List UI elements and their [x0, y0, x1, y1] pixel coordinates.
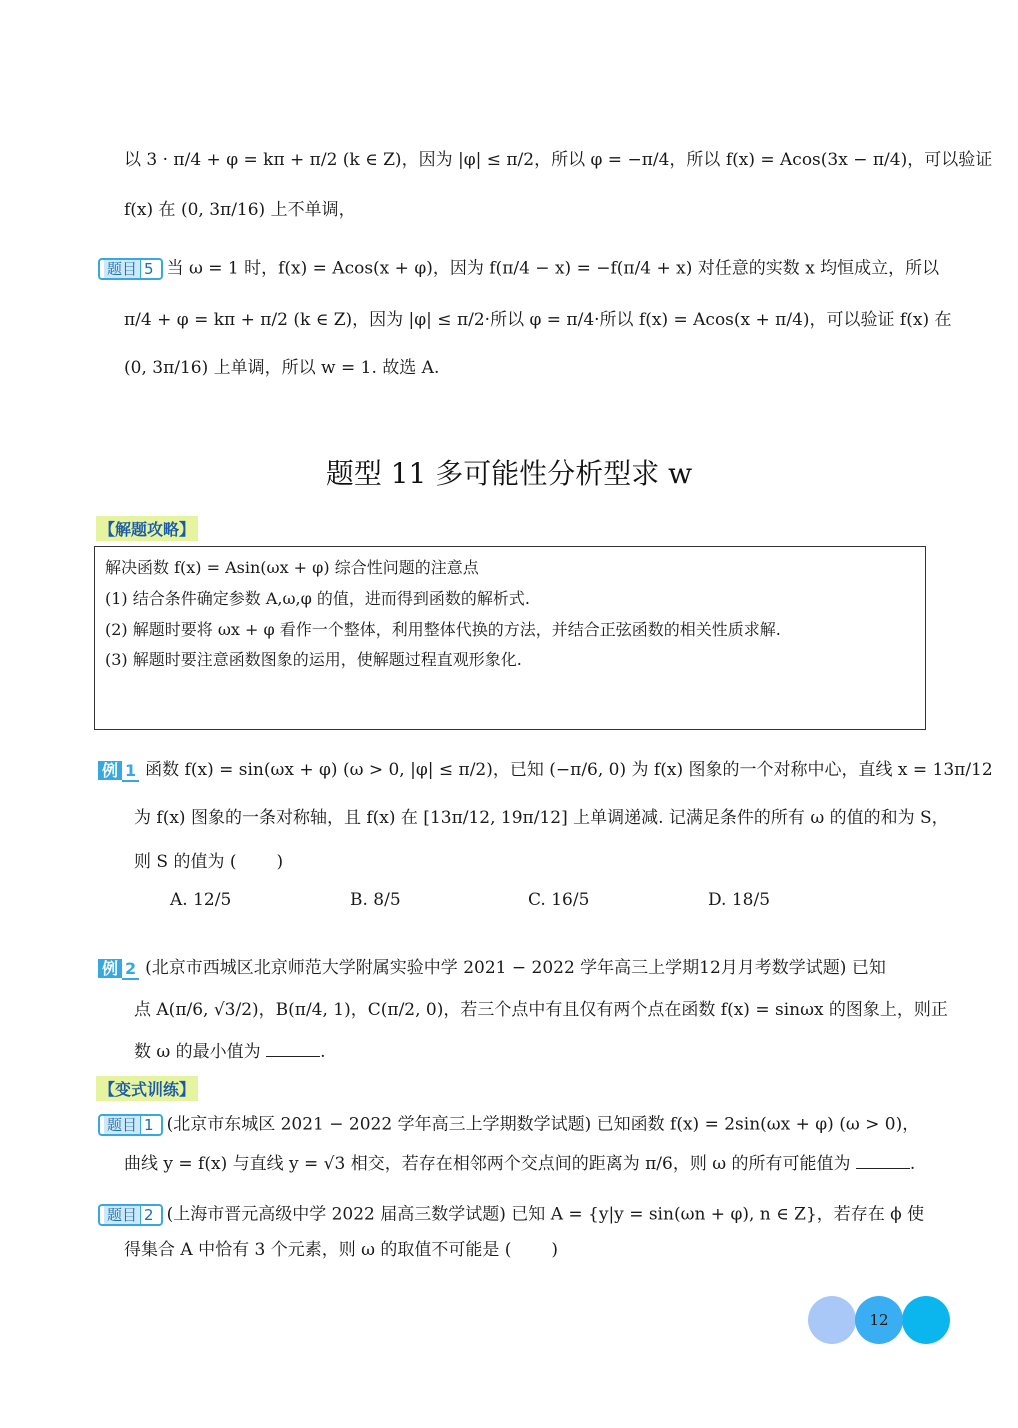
- option-c: C. 16/5: [528, 890, 590, 910]
- answer-blank[interactable]: [266, 1042, 320, 1057]
- decor-circle: [808, 1296, 856, 1344]
- strategy-line-3: (2) 解题时要将 ωx + φ 看作一个整体，利用整体代换的方法，并结合正弦函数的相关性质求解.: [105, 620, 781, 639]
- variant-1-badge: 题目 1: [98, 1114, 163, 1136]
- solution-line-2: f(x) 在 (0, 3π/16) 上不单调，: [124, 200, 356, 220]
- example-1-line-1: 例 1 函数 f(x) = sin(ωx + φ) (ω > 0, |φ| ≤ π/2)，已知 (−π/6, 0) 为 f(x) 图象的一个对称中心，直线 x = 13π/12: [98, 760, 993, 780]
- variant-2-badge: 题目 2: [98, 1204, 163, 1226]
- strategy-line-2: (1) 结合条件确定参数 A,ω,φ 的值，进而得到函数的解析式.: [105, 589, 530, 608]
- strategy-box: [94, 546, 926, 730]
- variant-tag: 【变式训练】: [96, 1076, 198, 1101]
- example-1-badge: 例 1: [98, 761, 139, 780]
- answer-blank[interactable]: [856, 1154, 910, 1169]
- example-2-line-3: 数 ω 的最小值为 .: [134, 1042, 326, 1062]
- question-5-line-3: (0, 3π/16) 上单调，所以 w = 1. 故选 A.: [124, 358, 440, 378]
- example-1-line-3: 则 S 的值为 ( ): [134, 852, 284, 872]
- example-2-badge: 例 2: [98, 959, 139, 978]
- page-number: 12: [855, 1296, 903, 1344]
- option-a: A. 12/5: [170, 890, 232, 910]
- strategy-line-1: 解决函数 f(x) = Asin(ωx + φ) 综合性问题的注意点: [105, 558, 479, 577]
- variant-2-line-1: 题目 2 (上海市晋元高级中学 2022 届高三数学试题) 已知 A = {y|y = sin(ωn + φ), n ∈ Z}，若存在 ϕ 使: [98, 1204, 924, 1226]
- question-5-badge: 题目 5: [98, 258, 163, 280]
- example-1-line-2: 为 f(x) 图象的一条对称轴，且 f(x) 在 [13π/12, 19π/12] 上单调递减. 记满足条件的所有 ω 的值的和为 S，: [134, 808, 949, 828]
- strategy-tag: 【解题攻略】: [96, 516, 198, 541]
- strategy-line-4: (3) 解题时要注意函数图象的运用，使解题过程直观形象化.: [105, 650, 522, 669]
- question-5-line-1: 题目 5 当 ω = 1 时，f(x) = Acos(x + φ)，因为 f(π/4 − x) = −f(π/4 + x) 对任意的实数 x 均恒成立，所以: [98, 258, 939, 280]
- option-b: B. 8/5: [350, 890, 401, 910]
- example-2-line-2: 点 A(π/6, √3/2)，B(π/4, 1)，C(π/2, 0)，若三个点中有且仅有两个点在函数 f(x) = sinωx 的图象上，则正: [134, 1000, 948, 1020]
- page-number-badge: [808, 1296, 958, 1346]
- solution-line-1: 以 3 · π/4 + φ = kπ + π/2 (k ∈ Z)，因为 |φ| ≤ π/2，所以 φ = −π/4，所以 f(x) = Acos(3x − π/4)，可以验证: [124, 150, 993, 170]
- variant-2-line-2: 得集合 A 中恰有 3 个元素，则 ω 的取值不可能是 ( ): [124, 1240, 559, 1260]
- decor-circle: [902, 1296, 950, 1344]
- section-title: 题型 11 多可能性分析型求 w: [325, 457, 693, 490]
- example-2-line-1: 例 2 (北京市西城区北京师范大学附属实验中学 2021 − 2022 学年高三上学期12月月考数学试题) 已知: [98, 958, 886, 978]
- variant-1-line-2: 曲线 y = f(x) 与直线 y = √3 相交，若存在相邻两个交点间的距离为 π/6，则 ω 的所有可能值为 .: [124, 1154, 916, 1174]
- option-d: D. 18/5: [708, 890, 771, 910]
- variant-1-line-1: 题目 1 (北京市东城区 2021 − 2022 学年高三上学期数学试题) 已知函数 f(x) = 2sin(ωx + φ) (ω > 0)，: [98, 1114, 919, 1136]
- question-5-line-2: π/4 + φ = kπ + π/2 (k ∈ Z)，因为 |φ| ≤ π/2·所以 φ = π/4·所以 f(x) = Acos(x + π/4)，可以验证 f(x) 在: [124, 310, 952, 330]
